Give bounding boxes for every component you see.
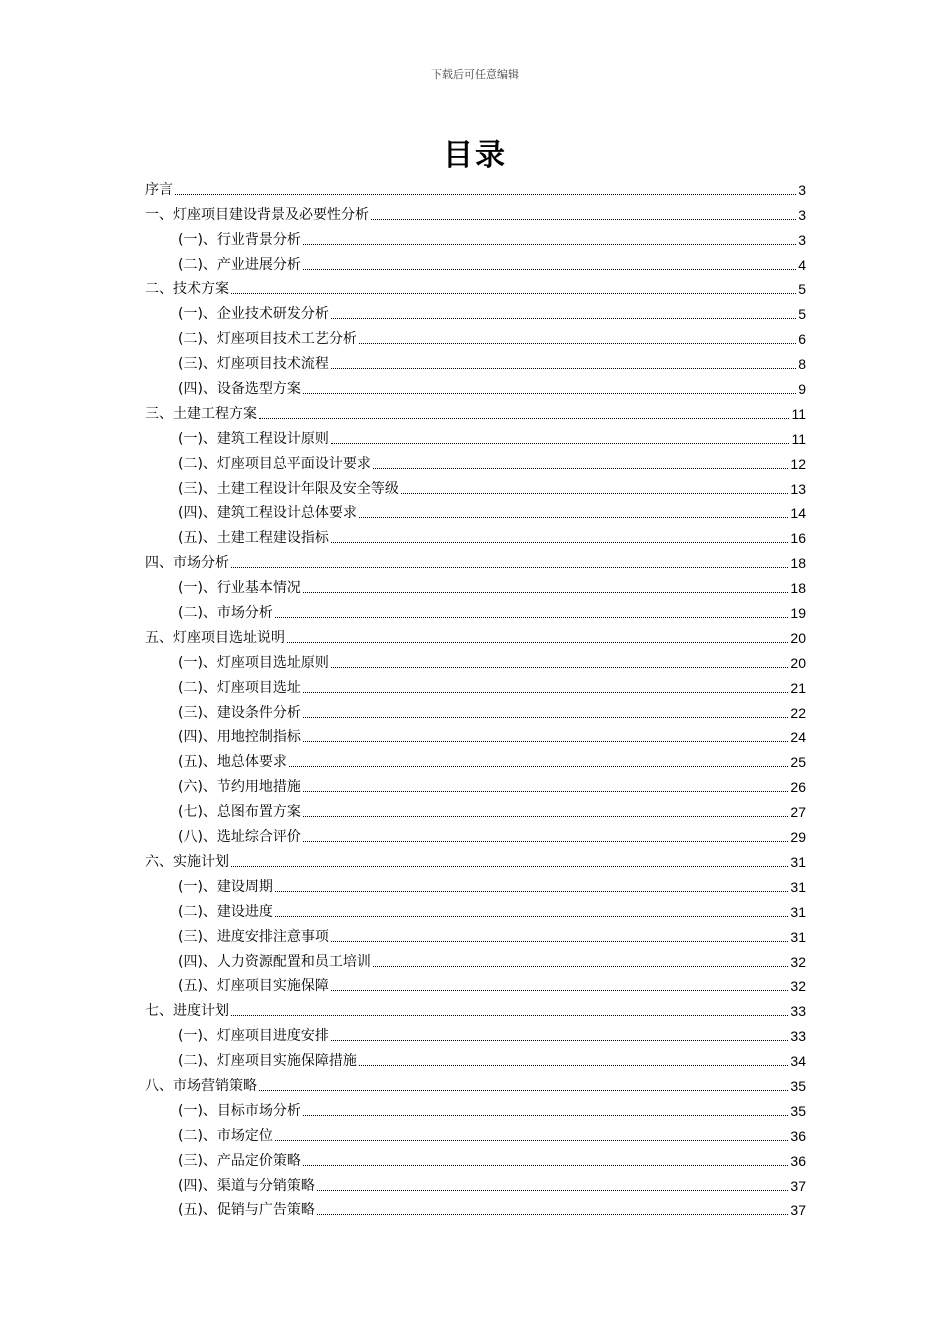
toc-entry[interactable] xyxy=(145,373,806,398)
toc-entry-page-number: 21 xyxy=(790,679,806,696)
toc-entry-label: 三、土建工程方案 xyxy=(145,405,257,422)
toc-entry-page-number: 33 xyxy=(790,1028,806,1045)
toc-entry-label: 七、进度计划 xyxy=(145,1003,229,1020)
toc-entry-page-number: 5 xyxy=(798,306,806,323)
toc-dot-leader xyxy=(275,617,788,618)
toc-dot-leader xyxy=(371,219,796,220)
toc-entry[interactable] xyxy=(145,647,806,672)
toc-entry-page-number: 32 xyxy=(790,978,806,995)
toc-entry[interactable] xyxy=(145,398,806,423)
toc-dot-leader xyxy=(231,567,788,568)
toc-entry[interactable] xyxy=(145,448,806,473)
toc-dot-leader xyxy=(289,766,788,767)
toc-entry-page-number: 20 xyxy=(790,654,806,671)
toc-entry[interactable] xyxy=(145,1095,806,1120)
page-title: 目录 xyxy=(443,138,507,173)
toc-dot-leader xyxy=(317,1190,788,1191)
toc-entry-label: (三)、产品定价策略 xyxy=(178,1152,301,1169)
toc-entry-label: (一)、建设周期 xyxy=(178,878,273,895)
toc-entry[interactable] xyxy=(145,796,806,821)
toc-entry[interactable] xyxy=(145,722,806,747)
toc-entry-label: (二)、市场分析 xyxy=(178,605,273,622)
toc-entry[interactable] xyxy=(145,249,806,274)
toc-dot-leader xyxy=(303,816,788,817)
toc-dot-leader xyxy=(331,542,788,543)
toc-entry-label: (五)、促销与广告策略 xyxy=(178,1202,315,1219)
toc-dot-leader xyxy=(259,418,789,419)
toc-entry-label: (八)、选址综合评价 xyxy=(178,829,301,846)
toc-dot-leader xyxy=(231,866,788,867)
toc-entry-label: (五)、灯座项目实施保障 xyxy=(178,978,329,995)
toc-dot-leader xyxy=(303,692,788,693)
toc-entry-label: (七)、总图布置方案 xyxy=(178,804,301,821)
toc-entry-label: 四、市场分析 xyxy=(145,555,229,572)
toc-entry-page-number: 31 xyxy=(790,853,806,870)
toc-entry-label: (二)、灯座项目选址 xyxy=(178,679,301,696)
toc-entry[interactable] xyxy=(145,1145,806,1170)
toc-entry-page-number: 8 xyxy=(798,356,806,373)
toc-dot-leader xyxy=(303,1115,788,1116)
toc-entry-page-number: 9 xyxy=(798,381,806,398)
toc-dot-leader xyxy=(259,1090,788,1091)
toc-dot-leader xyxy=(303,269,796,270)
toc-entry-label: (一)、行业基本情况 xyxy=(178,580,301,597)
toc-entry-page-number: 20 xyxy=(790,629,806,646)
toc-entry-label: (四)、设备选型方案 xyxy=(178,381,301,398)
toc-entry-page-number: 4 xyxy=(798,256,806,273)
toc-entry[interactable] xyxy=(145,821,806,846)
toc-dot-leader xyxy=(401,493,788,494)
toc-dot-leader xyxy=(331,1040,788,1041)
toc-entry-page-number: 11 xyxy=(791,430,806,447)
toc-entry-label: (四)、用地控制指标 xyxy=(178,729,301,746)
toc-entry-label: (一)、企业技术研发分析 xyxy=(178,306,329,323)
toc-entry-label: (一)、行业背景分析 xyxy=(178,231,301,248)
toc-entry[interactable] xyxy=(145,1195,806,1220)
toc-dot-leader xyxy=(303,741,788,742)
toc-dot-leader xyxy=(303,841,788,842)
toc-entry-page-number: 27 xyxy=(790,804,806,821)
toc-entry-page-number: 34 xyxy=(790,1053,806,1070)
toc-entry-page-number: 16 xyxy=(790,530,806,547)
toc-dot-leader xyxy=(359,343,796,344)
toc-dot-leader xyxy=(303,717,788,718)
toc-entry-label: (二)、灯座项目总平面设计要求 xyxy=(178,455,371,472)
toc-dot-leader xyxy=(303,393,796,394)
toc-entry-page-number: 31 xyxy=(790,903,806,920)
toc-entry[interactable] xyxy=(145,871,806,896)
toc-dot-leader xyxy=(331,368,796,369)
toc-entry-page-number: 22 xyxy=(790,704,806,721)
toc-entry-label: (二)、灯座项目技术工艺分析 xyxy=(178,331,357,348)
toc-entry[interactable] xyxy=(145,572,806,597)
toc-entry-label: (二)、建设进度 xyxy=(178,903,273,920)
toc-entry-page-number: 24 xyxy=(790,729,806,746)
toc-dot-leader xyxy=(373,966,788,967)
toc-entry-label: (一)、目标市场分析 xyxy=(178,1102,301,1119)
toc-dot-leader xyxy=(359,1065,788,1066)
toc-entry[interactable] xyxy=(145,348,806,373)
toc-entry-page-number: 35 xyxy=(790,1077,806,1094)
toc-entry-label: (二)、市场定位 xyxy=(178,1127,273,1144)
toc-entry-label: 五、灯座项目选址说明 xyxy=(145,629,285,646)
toc-dot-leader xyxy=(331,990,788,991)
toc-entry[interactable] xyxy=(145,771,806,796)
toc-entry-page-number: 12 xyxy=(790,455,806,472)
table-of-contents xyxy=(145,174,806,1219)
toc-entry[interactable] xyxy=(145,921,806,946)
toc-entry-label: (二)、产业进展分析 xyxy=(178,256,301,273)
toc-entry-label: (一)、灯座项目选址原则 xyxy=(178,654,329,671)
toc-entry[interactable] xyxy=(145,896,806,921)
toc-dot-leader xyxy=(275,1140,788,1141)
toc-entry-label: 一、灯座项目建设背景及必要性分析 xyxy=(145,206,369,223)
toc-dot-leader xyxy=(373,468,788,469)
toc-entry-page-number: 36 xyxy=(790,1127,806,1144)
toc-entry-label: (四)、渠道与分销策略 xyxy=(178,1177,315,1194)
toc-entry-label: (四)、人力资源配置和员工培训 xyxy=(178,953,371,970)
toc-dot-leader xyxy=(231,1015,788,1016)
toc-dot-leader xyxy=(303,1165,788,1166)
header-note: 下载后可任意编辑 xyxy=(431,68,519,81)
toc-entry-page-number: 31 xyxy=(790,928,806,945)
toc-entry[interactable] xyxy=(145,1020,806,1045)
toc-dot-leader xyxy=(331,941,788,942)
toc-entry-page-number: 18 xyxy=(790,580,806,597)
toc-entry-page-number: 14 xyxy=(790,505,806,522)
toc-entry-label: 六、实施计划 xyxy=(145,853,229,870)
toc-entry[interactable] xyxy=(145,298,806,323)
toc-entry-label: (三)、建设条件分析 xyxy=(178,704,301,721)
toc-entry-label: (五)、地总体要求 xyxy=(178,754,287,771)
toc-entry[interactable] xyxy=(145,473,806,498)
toc-entry-page-number: 6 xyxy=(798,331,806,348)
toc-entry-label: 序言 xyxy=(145,181,173,198)
toc-entry[interactable] xyxy=(145,224,806,249)
toc-entry[interactable] xyxy=(145,622,806,647)
toc-entry[interactable] xyxy=(145,946,806,971)
toc-dot-leader xyxy=(317,1214,788,1215)
toc-entry-label: (一)、建筑工程设计原则 xyxy=(178,430,329,447)
toc-entry[interactable] xyxy=(145,423,806,448)
toc-dot-leader xyxy=(275,916,788,917)
toc-entry-label: (一)、灯座项目进度安排 xyxy=(178,1028,329,1045)
toc-entry-page-number: 37 xyxy=(790,1177,806,1194)
toc-entry[interactable] xyxy=(145,522,806,547)
toc-dot-leader xyxy=(303,791,788,792)
toc-dot-leader xyxy=(175,194,796,195)
toc-entry-page-number: 3 xyxy=(798,231,806,248)
toc-entry[interactable] xyxy=(145,995,806,1020)
toc-entry-page-number: 36 xyxy=(790,1152,806,1169)
toc-entry[interactable] xyxy=(145,323,806,348)
toc-entry-page-number: 37 xyxy=(790,1202,806,1219)
toc-entry[interactable] xyxy=(145,846,806,871)
toc-entry-label: (三)、土建工程设计年限及安全等级 xyxy=(178,480,399,497)
toc-entry[interactable] xyxy=(145,1120,806,1145)
toc-entry-page-number: 33 xyxy=(790,1003,806,1020)
toc-entry-label: (五)、土建工程建设指标 xyxy=(178,530,329,547)
toc-entry-page-number: 18 xyxy=(790,555,806,572)
toc-entry[interactable] xyxy=(145,746,806,771)
toc-entry-page-number: 25 xyxy=(790,754,806,771)
toc-dot-leader xyxy=(331,443,790,444)
toc-entry[interactable] xyxy=(145,547,806,572)
toc-entry[interactable] xyxy=(145,697,806,722)
toc-entry-page-number: 13 xyxy=(790,480,806,497)
toc-entry-page-number: 26 xyxy=(790,779,806,796)
toc-entry-label: (四)、建筑工程设计总体要求 xyxy=(178,505,357,522)
toc-entry[interactable] xyxy=(145,1070,806,1095)
toc-dot-leader xyxy=(359,517,788,518)
toc-entry-page-number: 5 xyxy=(798,281,806,298)
toc-entry-page-number: 19 xyxy=(790,605,806,622)
toc-entry-label: (三)、进度安排注意事项 xyxy=(178,928,329,945)
toc-entry-page-number: 31 xyxy=(790,878,806,895)
toc-entry-page-number: 29 xyxy=(790,829,806,846)
toc-entry[interactable] xyxy=(145,274,806,299)
toc-entry-label: (二)、灯座项目实施保障措施 xyxy=(178,1053,357,1070)
toc-dot-leader xyxy=(331,318,796,319)
toc-entry-label: (六)、节约用地措施 xyxy=(178,779,301,796)
toc-entry-label: (三)、灯座项目技术流程 xyxy=(178,356,329,373)
toc-entry-page-number: 11 xyxy=(791,405,806,422)
toc-entry[interactable] xyxy=(145,1170,806,1195)
toc-entry[interactable] xyxy=(145,672,806,697)
toc-entry-label: 二、技术方案 xyxy=(145,281,229,298)
toc-dot-leader xyxy=(303,592,788,593)
toc-entry-page-number: 32 xyxy=(790,953,806,970)
toc-entry-page-number: 35 xyxy=(790,1102,806,1119)
toc-dot-leader xyxy=(303,244,796,245)
toc-entry-page-number: 3 xyxy=(798,206,806,223)
toc-entry[interactable] xyxy=(145,597,806,622)
toc-entry[interactable] xyxy=(145,174,806,199)
toc-entry-page-number: 3 xyxy=(798,181,806,198)
toc-entry[interactable] xyxy=(145,971,806,996)
toc-dot-leader xyxy=(231,293,796,294)
toc-dot-leader xyxy=(331,667,788,668)
toc-dot-leader xyxy=(287,642,788,643)
toc-dot-leader xyxy=(275,891,788,892)
toc-entry[interactable] xyxy=(145,1045,806,1070)
toc-entry-label: 八、市场营销策略 xyxy=(145,1077,257,1094)
toc-entry[interactable] xyxy=(145,199,806,224)
toc-entry[interactable] xyxy=(145,498,806,523)
